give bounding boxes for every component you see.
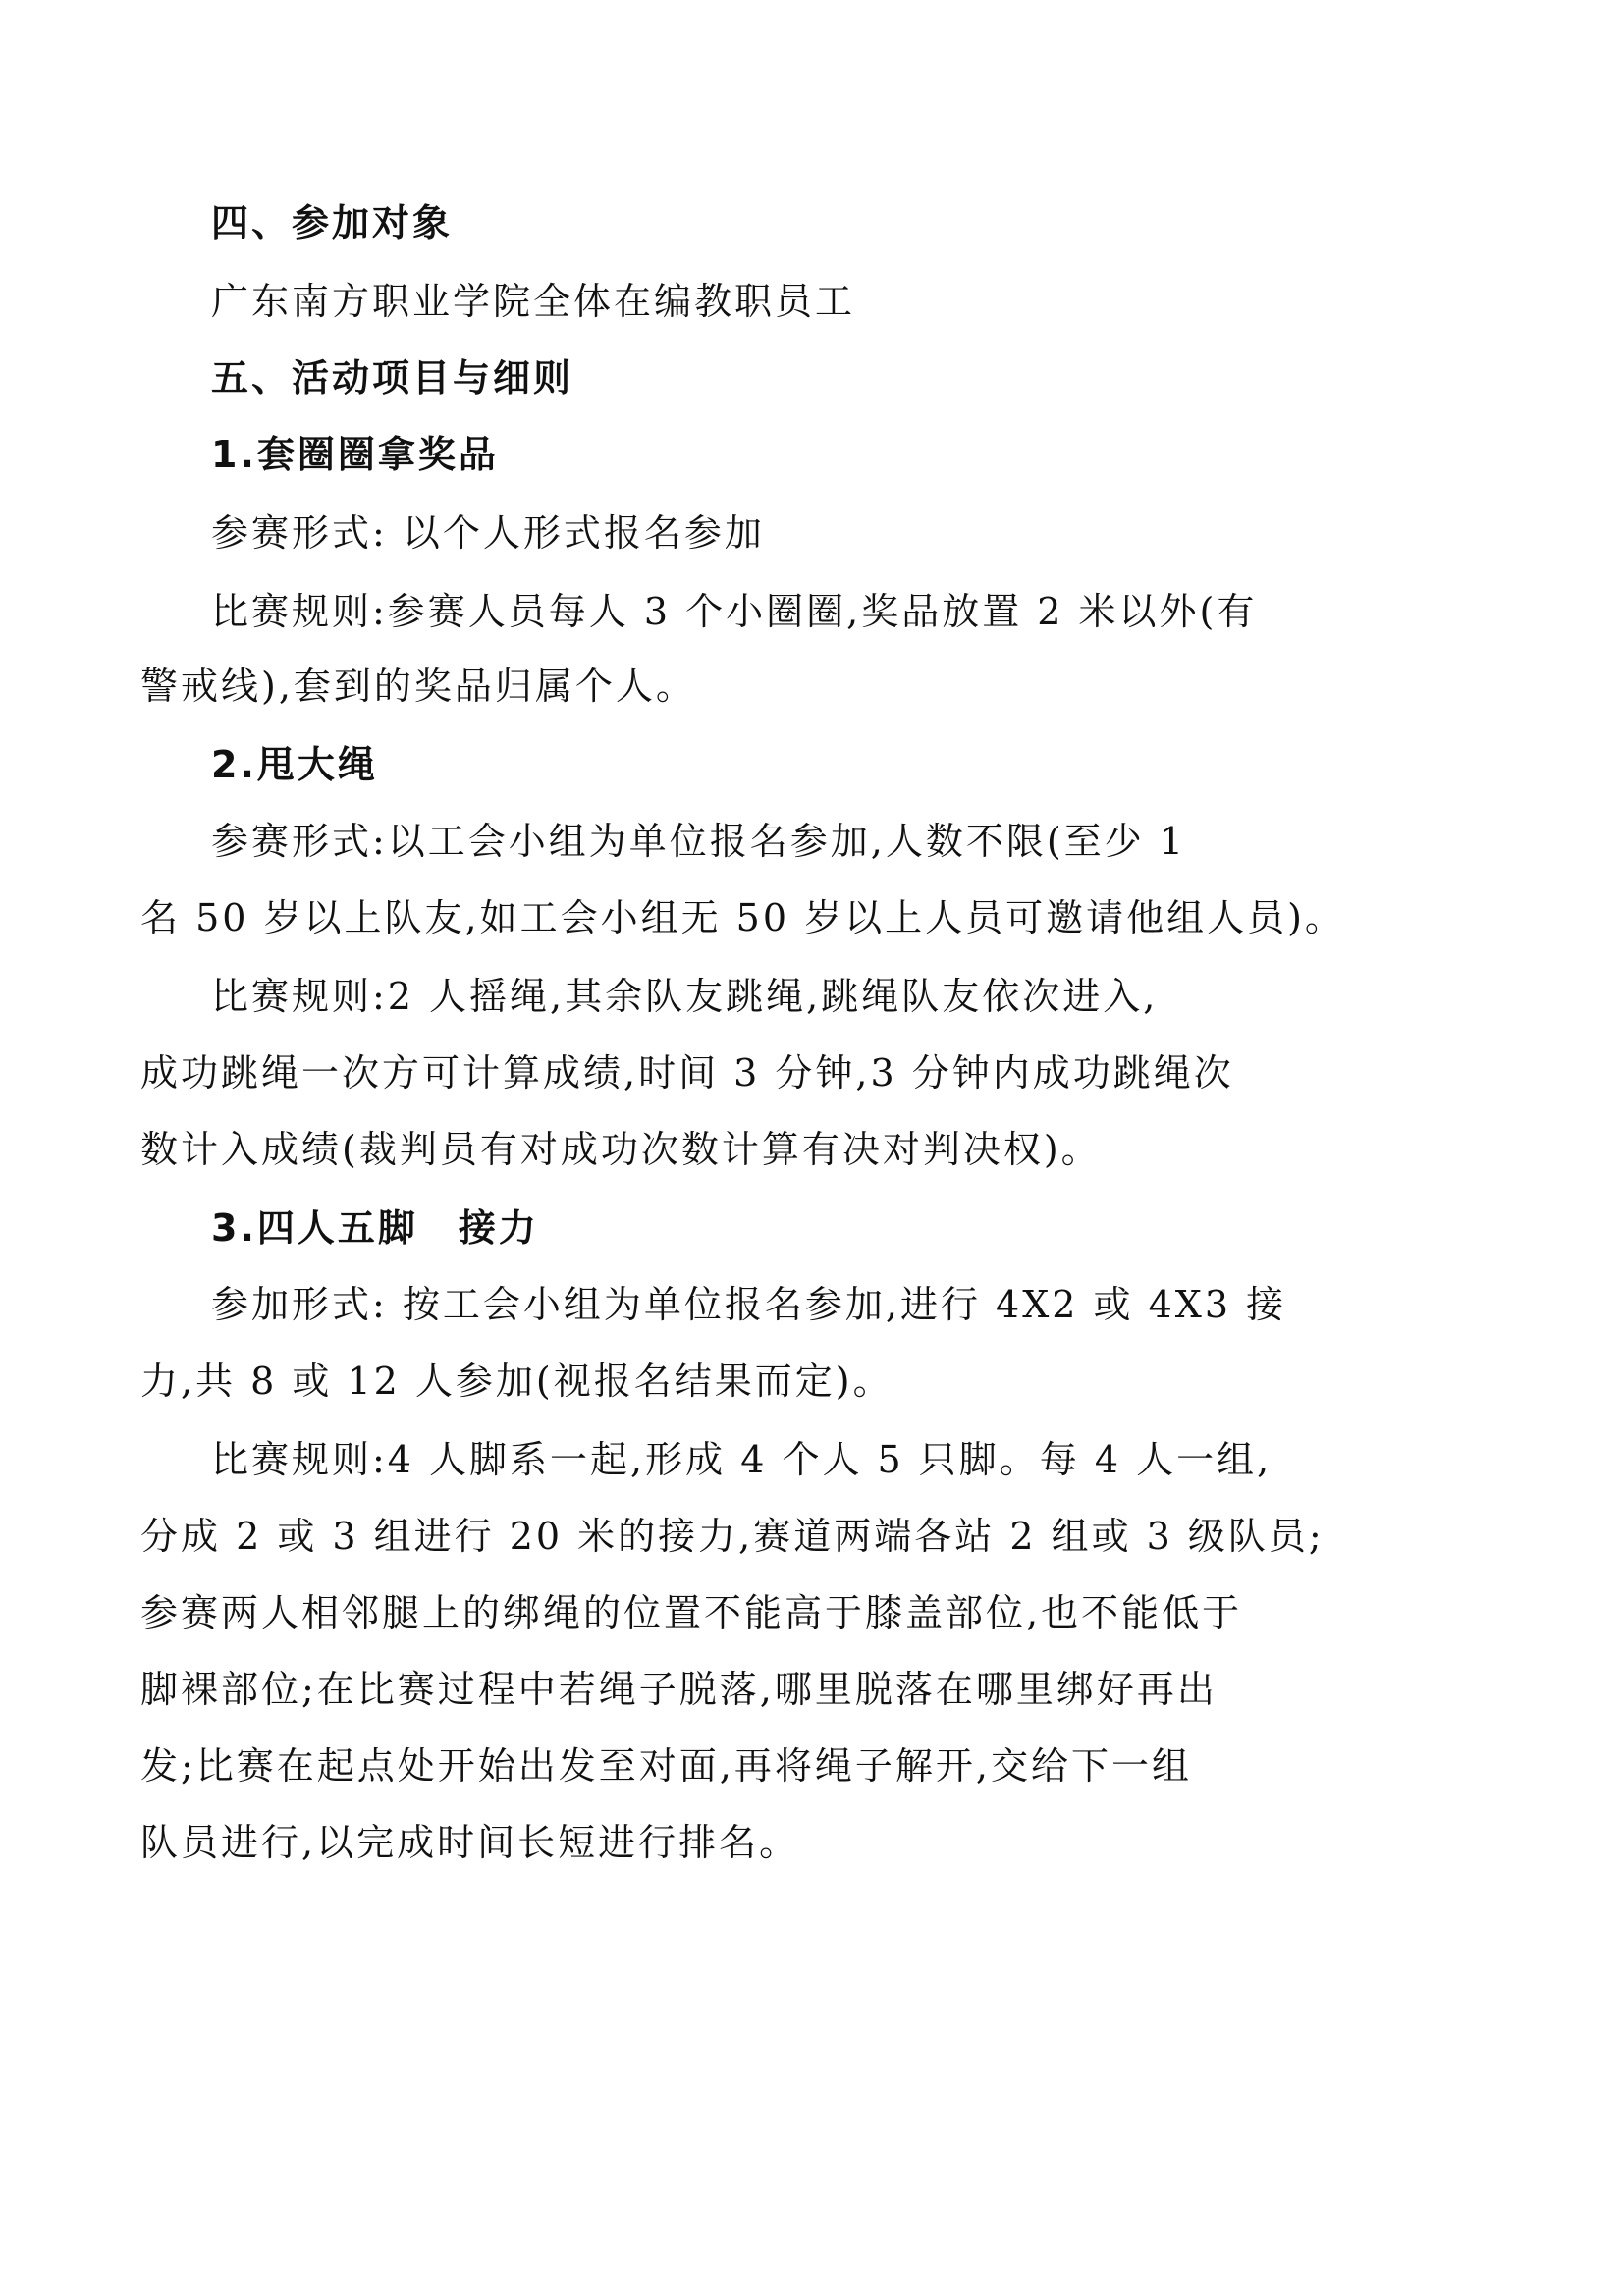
item-2-form-line-1: 参赛形式:以工会小组为单位报名参加,人数不限(至少 1 [211, 820, 1186, 863]
item-2-rules-line-3: 数计入成绩(裁判员有对成功次数计算有决对判决权)。 [140, 1128, 1102, 1171]
section-5-heading: 五、活动项目与细则 [211, 356, 574, 400]
item-3-rules-line-2: 分成 2 或 3 组进行 20 米的接力,赛道两端各站 2 组或 3 级队员; [140, 1515, 1325, 1558]
section-4-heading: 四、参加对象 [211, 201, 454, 244]
item-1-rules-line-2: 警戒线),套到的奖品归属个人。 [140, 665, 696, 708]
section-4-body: 广东南方职业学院全体在编教职员工 [211, 280, 856, 323]
item-3-form-line-2: 力,共 8 或 12 人参加(视报名结果而定)。 [140, 1360, 893, 1403]
item-3-rules-line-4: 脚裸部位;在比赛过程中若绳子脱落,哪里脱落在哪里绑好再出 [140, 1668, 1218, 1711]
item-3-rules-line-6: 队员进行,以完成时间长短进行排名。 [140, 1821, 800, 1864]
item-2-rules-line-2: 成功跳绳一次方可计算成绩,时间 3 分钟,3 分钟内成功跳绳次 [140, 1051, 1234, 1095]
item-3-rules-line-3: 参赛两人相邻腿上的绑绳的位置不能高于膝盖部位,也不能低于 [140, 1591, 1243, 1634]
item-2-rules-line-1: 比赛规则:2 人摇绳,其余队友跳绳,跳绳队友依次进入, [211, 975, 1159, 1018]
item-1-rules-line-1: 比赛规则:参赛人员每人 3 个小圈圈,奖品放置 2 米以外(有 [211, 590, 1258, 633]
item-2-title: 2.甩大绳 [211, 743, 378, 786]
item-3-rules-line-5: 发;比赛在起点处开始出发至对面,再将绳子解开,交给下一组 [140, 1744, 1192, 1788]
item-3-title: 3.四人五脚 接力 [211, 1206, 539, 1250]
item-1-form: 参赛形式: 以个人形式报名参加 [211, 511, 765, 555]
item-2-form-line-2: 名 50 岁以上队友,如工会小组无 50 岁以上人员可邀请他组人员)。 [140, 896, 1345, 939]
item-3-rules-line-1: 比赛规则:4 人脚系一起,形成 4 个人 5 只脚。每 4 人一组, [211, 1438, 1272, 1481]
item-3-form-line-1: 参加形式: 按工会小组为单位报名参加,进行 4X2 或 4X3 接 [211, 1283, 1287, 1326]
item-1-title: 1.套圈圈拿奖品 [211, 433, 499, 476]
